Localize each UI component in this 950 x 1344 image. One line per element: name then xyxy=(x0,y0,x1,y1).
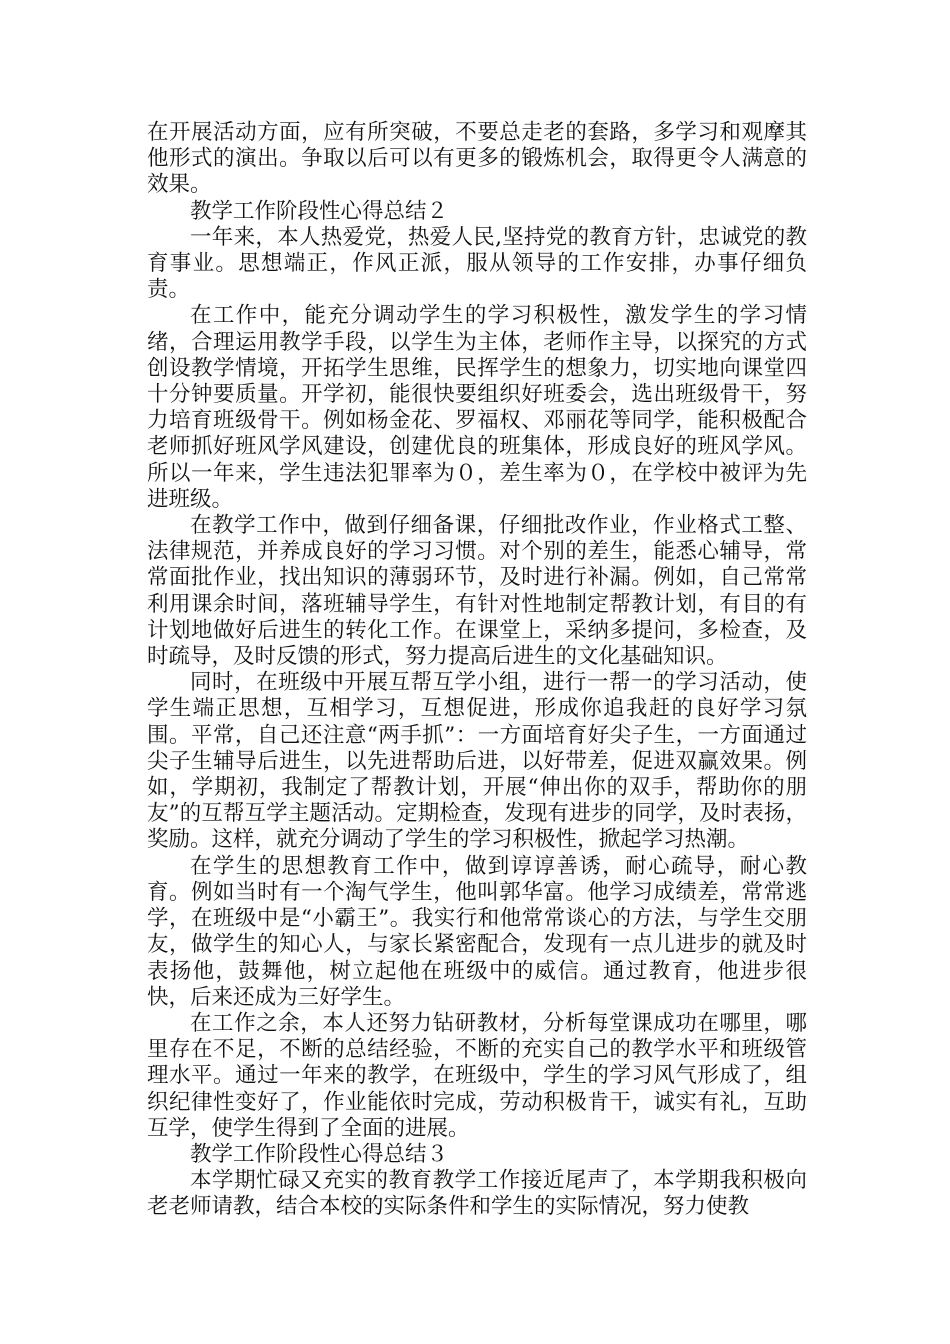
paragraph-classroom-work: 在工作中，能充分调动学生的学习积极性，激发学生的学习情绪，合理运用教学手段，以学生为主体，老师作主导，以探究的方式创设教学情境，开拓学生思维，民挥学生的想象力，切实地向课堂四十分钟要质量。开学初，能很快要组织好班委会，选出班级骨干，努力培育班级骨干。例如杨金花、罗福权、邓丽花等同学，能积极配合老师抓好班风学风建设，创建优良的班集体，形成良好的班风学风。所以一年来，学生违法犯罪率为０，差生率为０，在学校中被评为先进班级。 xyxy=(147,303,807,512)
paragraph-moral-education: 在学生的思想教育工作中，做到谆谆善诱，耐心疏导，耐心教育。例如当时有一个淘气学生，他叫郭华富。他学习成绩差，常常逃学，在班级中是“小霸王”。我实行和他常常谈心的方法，与学生交朋友，做学生的知心人，与家长紧密配合，发现有一点儿进步的就及时表扬他，鼓舞他，树立起他在班级中的威信。通过教育，他进步很快，后来还成为三好学生。 xyxy=(147,853,807,1010)
paragraph-semester-summary: 本学期忙碌又充实的教育教学工作接近尾声了，本学期我积极向老老师请教，结合本校的实际条件和学生的实际情况，努力使教 xyxy=(147,1168,807,1220)
section-heading-2: 教学工作阶段性心得总结２ xyxy=(190,198,449,224)
paragraph-peer-study-groups: 同时，在班级中开展互帮互学小组，进行一帮一的学习活动，使学生端正思想，互相学习，互想促进，形成你追我赶的良好学习氛围。平常，自己还注意“两手抓”：一方面培育好尖子生，一方面通过尖子生辅导后进生，以先进帮助后进，以好带差，促进双赢效果。例如，学期初，我制定了帮教计划，开展“伸出你的双手，帮助你的朋友”的互帮互学主题活动。定期检查，发现有进步的同学，及时表扬，奖励。这样，就充分调动了学生的学习积极性，掀起学习热潮。 xyxy=(147,670,807,853)
document-page xyxy=(147,120,807,1221)
paragraph-continuation: 在开展活动方面，应有所突破，不要总走老的套路，多学习和观摩其他形式的演出。争取以后可以有更多的锻炼机会，取得更令人满意的效果。 xyxy=(147,120,807,198)
paragraph-teaching-work: 在教学工作中，做到仔细备课，仔细批改作业，作业格式工整、法律规范，并养成良好的学习习惯。对个别的差生，能悉心辅导，常常面批作业，找出知识的薄弱环节，及时进行补漏。例如，自己常常利用课余时间，落班辅导学生，有针对性地制定帮教计划，有目的有计划地做好后进生的转化工作。在课堂上，采纳多提问，多检查，及时疏导，及时反馈的形式，努力提高后进生的文化基础知识。 xyxy=(147,513,807,670)
paragraph-self-study: 在工作之余，本人还努力钻研教材，分析每堂课成功在哪里，哪里存在不足，不断的总结经验，不断的充实自己的教学水平和班级管理水平。通过一年来的教学，在班级中，学生的学习风气形成了，组织纪律性变好了，作业能依时完成，劳动积极肯干，诚实有礼，互助互学，使学生得到了全面的进展。 xyxy=(147,1010,807,1141)
section-heading-3: 教学工作阶段性心得总结３ xyxy=(190,1141,449,1167)
paragraph-political-stance: 一年来，本人热爱党，热爱人民,坚持党的教育方针，忠诚党的教育事业。思想端正，作风正派，服从领导的工作安排，办事仔细负责。 xyxy=(147,224,807,303)
